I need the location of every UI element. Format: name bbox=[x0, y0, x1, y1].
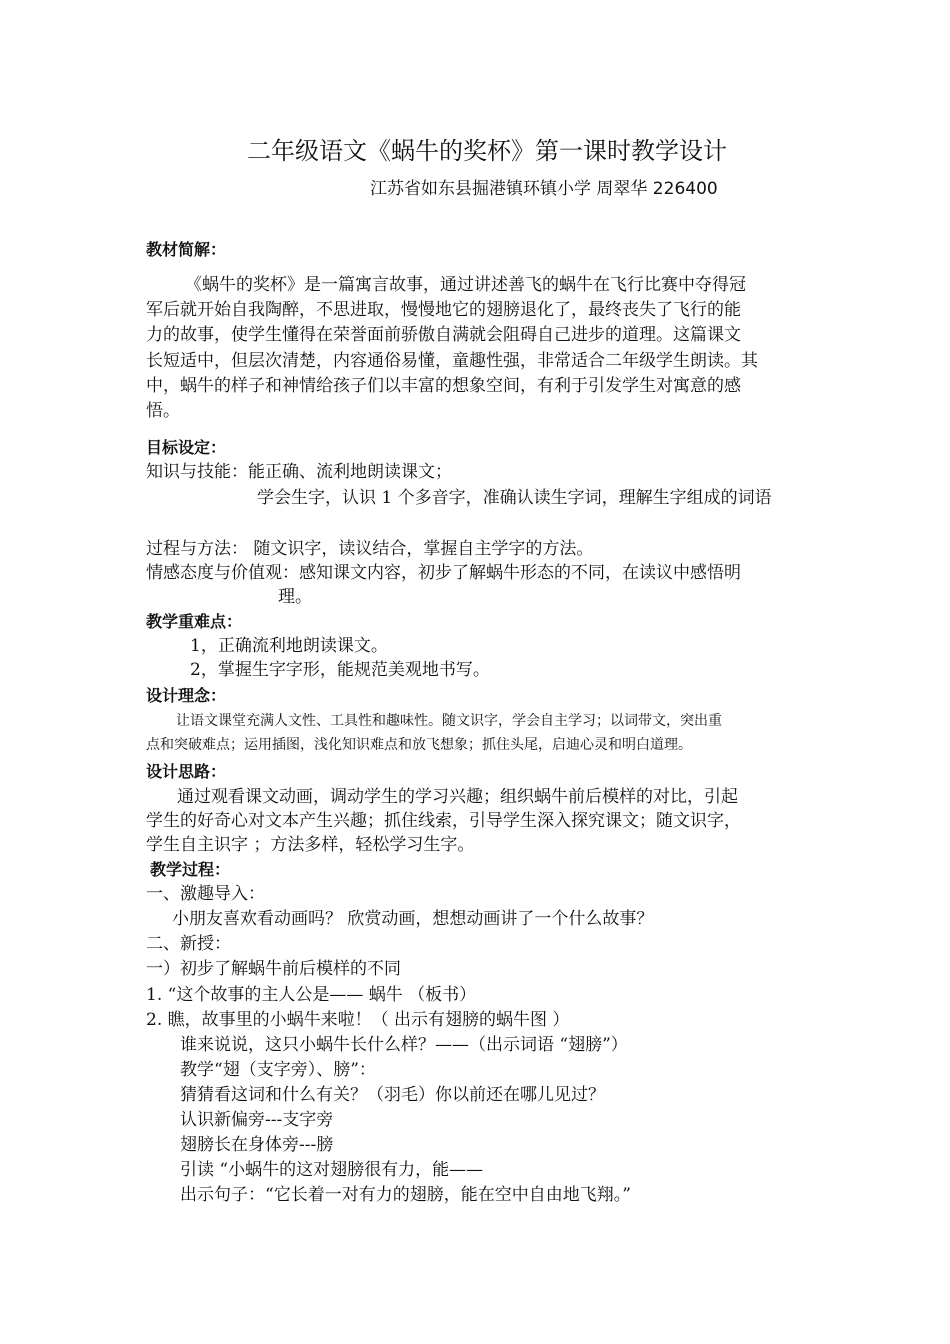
process-subline: 引读 “小蜗牛的这对翅膀很有力，能—— bbox=[180, 1160, 484, 1180]
concept-line: 点和突破难点；运用插图，浅化知识难点和放飞想象；抓住头尾，启迪心灵和明白道理。 bbox=[146, 737, 692, 753]
material-line: 《蜗牛的奖杯》是一篇寓言故事，通过讲述善飞的蜗牛在飞行比赛中夺得冠 bbox=[185, 275, 746, 295]
section-heading-approach: 设计思路： bbox=[146, 762, 227, 781]
concept-line: 让语文课堂充满人文性、工具性和趣味性。随文识字，学会自主学习；以词带文，突出重 bbox=[176, 713, 722, 729]
page-title: 二年级语文《蜗牛的奖杯》第一课时教学设计 bbox=[247, 137, 727, 165]
goal-emotion-cont: 理。 bbox=[278, 587, 312, 607]
section-heading-process: 教学过程： bbox=[150, 860, 231, 879]
material-line: 力的故事，使学生懂得在荣誉面前骄傲自满就会阻碍自己进步的道理。这篇课文 bbox=[146, 325, 741, 345]
process-subline: 认识新偏旁---支字旁 bbox=[180, 1110, 334, 1130]
process-text: 小朋友喜欢看动画吗？ 欣赏动画，想想动画讲了一个什么故事？ bbox=[172, 909, 654, 929]
author-line: 江苏省如东县掘港镇环镇小学 周翠华 226400 bbox=[370, 179, 718, 199]
section-heading-keypoints: 教学重难点： bbox=[146, 612, 243, 631]
goal-process: 过程与方法： 随文识字，读议结合，掌握自主学字的方法。 bbox=[146, 539, 594, 559]
goal-emotion: 情感态度与价值观：感知课文内容，初步了解蜗牛形态的不同，在读议中感悟明 bbox=[146, 563, 741, 583]
process-subline: 猜猜看这词和什么有关？（羽毛）你以前还在哪儿见过？ bbox=[180, 1085, 605, 1105]
keypoint-item: 1，正确流利地朗读课文。 bbox=[190, 636, 388, 656]
keypoint-item: 2，掌握生字字形，能规范美观地书写。 bbox=[190, 660, 490, 680]
process-subline: 谁来说说，这只小蜗牛长什么样？——（出示词语 “翅膀”） bbox=[180, 1035, 628, 1055]
section-heading-concept: 设计理念： bbox=[146, 686, 227, 705]
process-item: 2. 瞧，故事里的小蜗牛来啦！（ 出示有翅膀的蜗牛图 ） bbox=[146, 1010, 570, 1030]
process-subline: 出示句子：“它长着一对有力的翅膀，能在空中自由地飞翔。” bbox=[180, 1185, 631, 1205]
process-subline: 教学“翅（支字旁）、膀”： bbox=[180, 1060, 376, 1080]
material-line: 悟。 bbox=[146, 401, 180, 421]
section-heading-material: 教材简解： bbox=[146, 240, 227, 259]
material-line: 长短适中，但层次清楚，内容通俗易懂，童趣性强，非常适合二年级学生朗读。其 bbox=[146, 351, 758, 371]
approach-line: 学生的好奇心对文本产生兴趣；抓住线索，引导学生深入探究课文；随文识字， bbox=[146, 811, 741, 831]
process-step-heading: 二、新授： bbox=[146, 934, 231, 954]
material-line: 军后就开始自我陶醉，不思进取，慢慢地它的翅膀退化了，最终丧失了飞行的能 bbox=[146, 300, 741, 320]
section-heading-goals: 目标设定： bbox=[146, 438, 227, 457]
approach-line: 通过观看课文动画，调动学生的学习兴趣；组织蜗牛前后模样的对比，引起 bbox=[177, 787, 738, 807]
goal-knowledge: 知识与技能：能正确、流利地朗读课文； bbox=[146, 462, 452, 482]
process-subline: 翅膀长在身体旁---膀 bbox=[180, 1135, 334, 1155]
goal-knowledge-cont: 学会生字，认识 1 个多音字，准确认读生字词，理解生字组成的词语 bbox=[257, 488, 772, 508]
material-line: 中，蜗牛的样子和神情给孩子们以丰富的想象空间，有利于引发学生对寓意的感 bbox=[146, 376, 741, 396]
approach-line: 学生自主识字 ；方法多样，轻松学习生字。 bbox=[146, 835, 475, 855]
process-item: 1. “这个故事的主人公是—— 蜗牛 （板书） bbox=[146, 985, 477, 1005]
process-substep-heading: 一）初步了解蜗牛前后模样的不同 bbox=[146, 959, 401, 979]
process-step-heading: 一、激趣导入： bbox=[146, 884, 265, 904]
